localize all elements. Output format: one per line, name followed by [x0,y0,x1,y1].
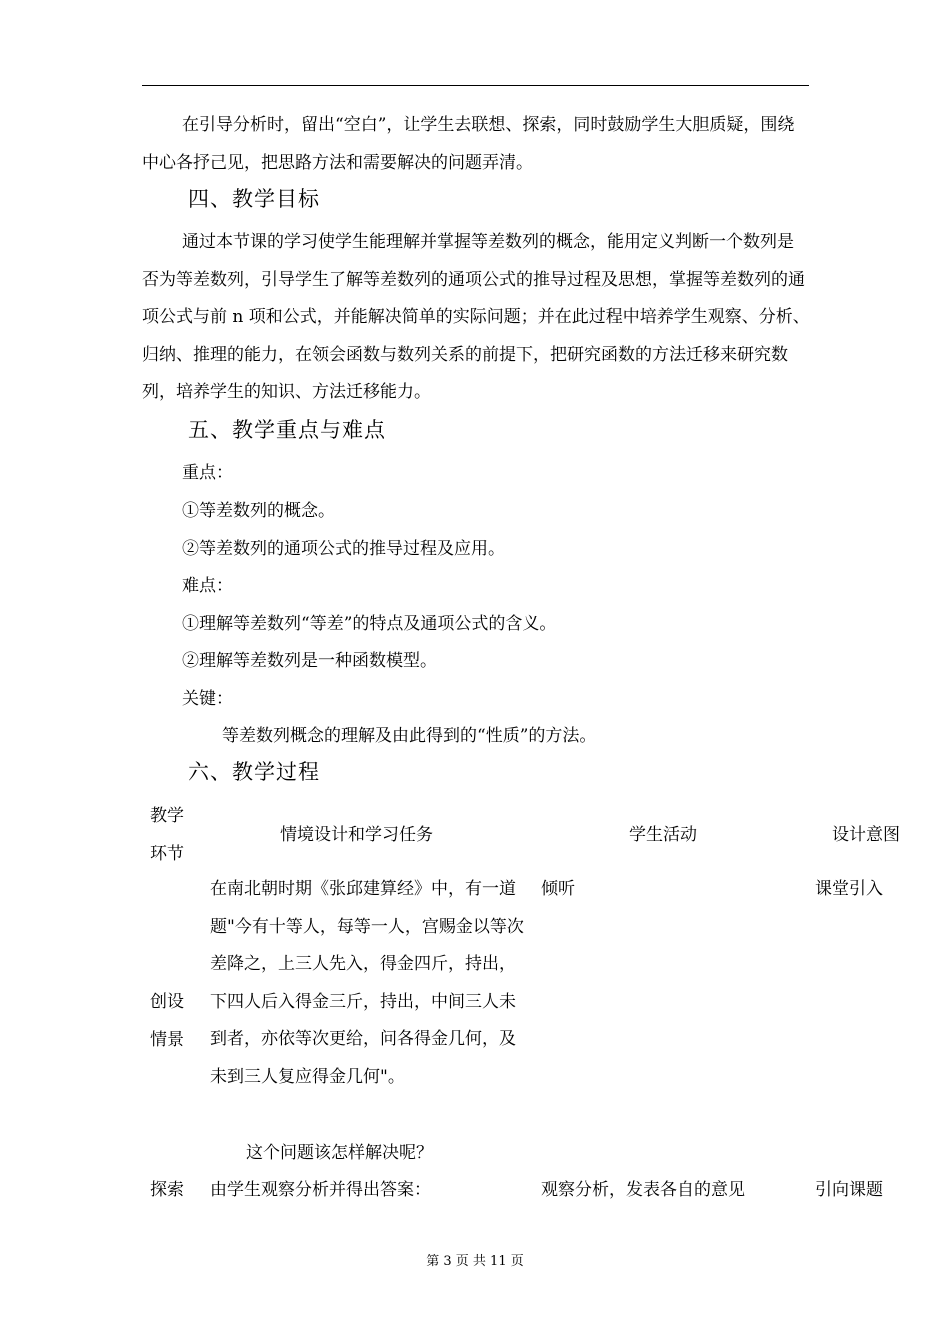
row1-design: 在南北朝时期《张邱建算经》中，有一道题"今有十等人，每等一人，宫赐金以等次差降之，上三人先入，得金四斤，持出，下四人后入得金三斤，持出，中间三人未到者，亦依等次更给，问各得金几何，及未到三人复应得金几何"。 [210,879,524,1087]
row2-design: 由学生观察分析并得出答案： [210,1180,431,1200]
row1-intent: 课堂引入 [815,879,883,899]
difficulty-item-2: ②理解等差数列是一种函数模型。 [182,651,437,671]
focus-label: 重点： [182,463,233,483]
header-stage: 教学环节 [150,806,184,864]
key-item-1: 等差数列概念的理解及由此得到的“性质”的方法。 [222,726,597,746]
header-intent: 设计意图 [832,825,900,845]
heading-key-points: 五、教学重点与难点 [188,418,386,442]
row2-activity: 观察分析，发表各自的意见 [541,1180,745,1200]
row2-stage: 探索 [150,1180,184,1200]
page-footer: 第 3 页 共 11 页 [426,1254,524,1269]
header-rule [142,85,809,86]
heading-teaching-goals: 四、教学目标 [188,187,320,211]
key-label: 关键： [182,689,233,709]
difficulty-item-1: ①理解等差数列“等差”的特点及通项公式的含义。 [182,614,557,634]
difficulty-label: 难点： [182,576,233,596]
row2-intent: 引向课题 [815,1180,883,1200]
paragraph-teaching-goals: 通过本节课的学习使学生能理解并掌握等差数列的概念，能用定义判断一个数列是否为等差数列，引导学生了解等差数列的通项公式的推导过程及思想，掌握等差数列的通项公式与前 n 项和公式，并能解决简单的实际问题；并在此过程中培养学生观察、分析、归纳、推理的能力，在领会函数与数列关系的前提下，把研究函数的方法迁移来研究数列，培养学生的知识、方法迁移能力。 [142,232,810,402]
paragraph-guidance: 在引导分析时，留出“空白”，让学生去联想、探索，同时鼓励学生大胆质疑，围绕中心各抒己见，把思路方法和需要解决的问题弄清。 [142,115,795,173]
row1-design-question: 这个问题该怎样解决呢？ [246,1143,433,1163]
focus-item-2: ②等差数列的通项公式的推导过程及应用。 [182,539,505,559]
heading-teaching-process: 六、教学过程 [188,760,320,784]
row1-activity: 倾听 [541,879,575,899]
header-design: 情境设计和学习任务 [280,825,433,845]
header-activity: 学生活动 [629,825,697,845]
focus-item-1: ①等差数列的概念。 [182,501,335,521]
row1-stage: 创设情景 [150,992,184,1050]
